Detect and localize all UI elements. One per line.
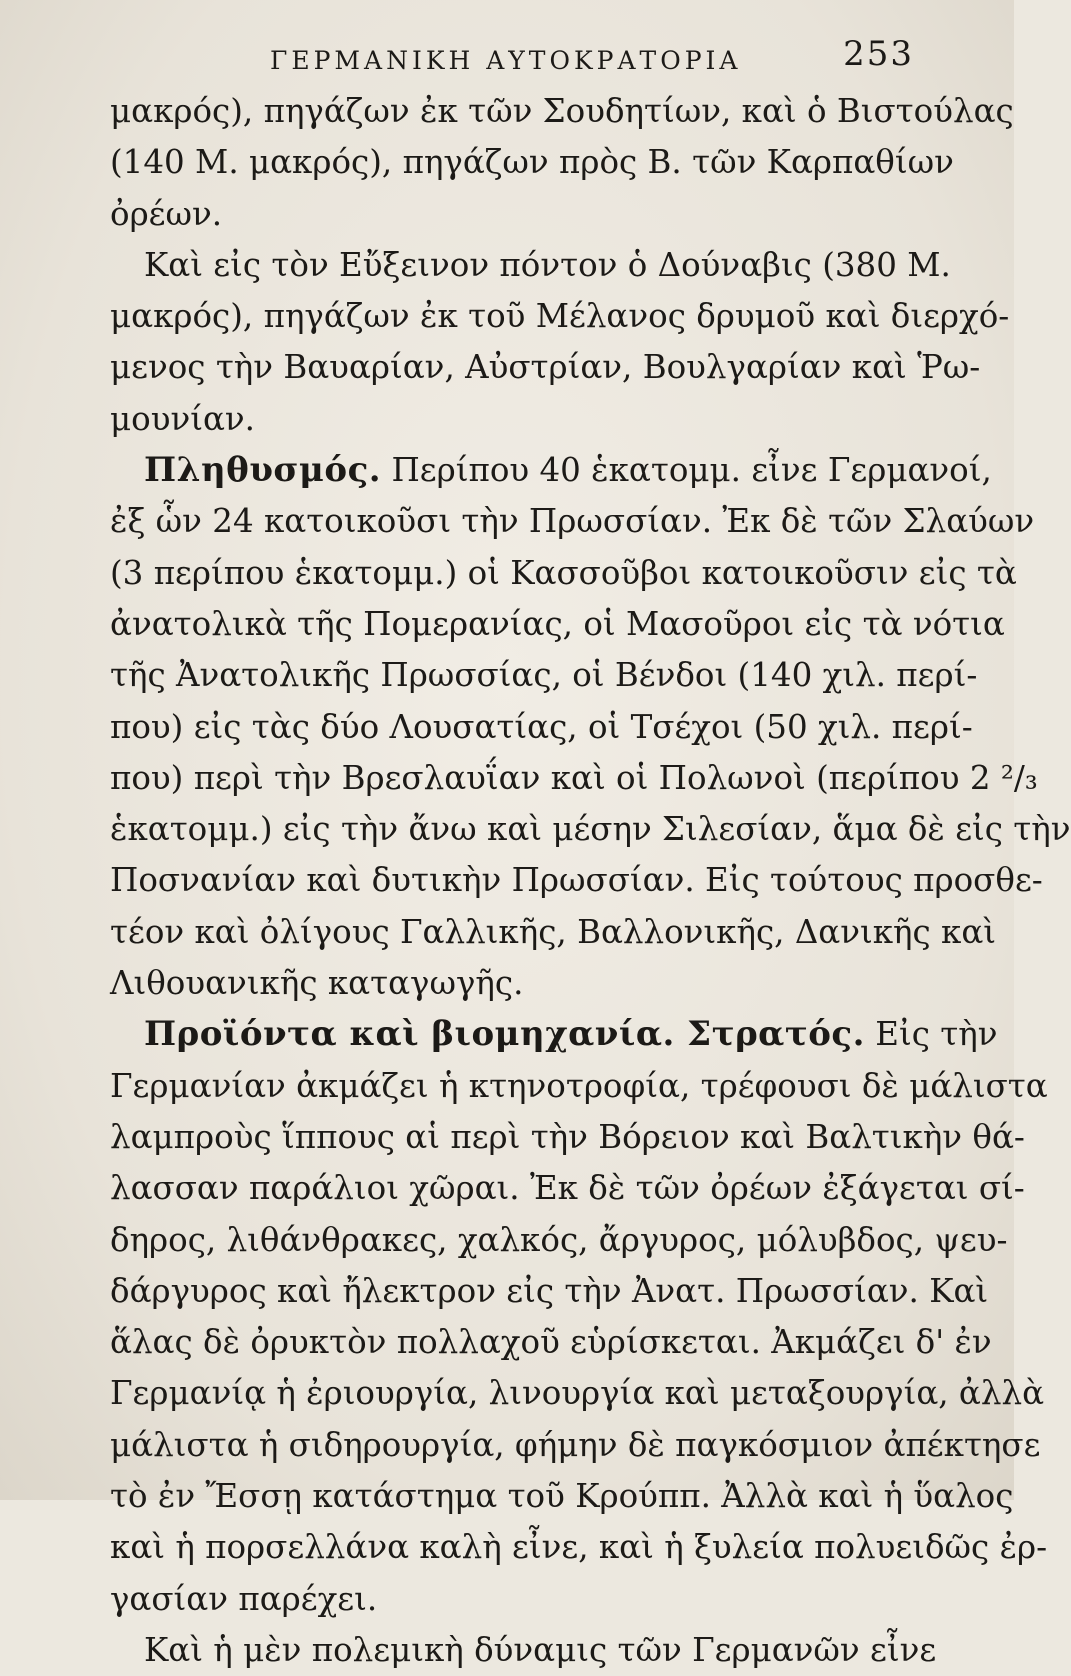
page-number: 253 (843, 34, 914, 74)
text-line: τὸ ἐν Ἔσσῃ κατάστημα τοῦ Κρούππ. Ἀλλὰ καὶ ἡ ὕαλος (110, 1477, 1014, 1516)
text-line: που) εἰς τὰς δύο Λουσατίας, οἱ Τσέχοι (50 χιλ. περί- (110, 707, 973, 746)
running-title: ΓΕΡΜΑΝΙΚΗ ΑΥΤΟΚΡΑΤΟΡΙΑ (270, 46, 742, 75)
text-line: λασσαν παράλιοι χῶραι. Ἐκ δὲ τῶν ὀρέων ἐξάγεται σί- (110, 1169, 1025, 1208)
text-line: Καὶ ἡ μὲν πολεμικὴ δύναμις τῶν Γερμανῶν εἶνε (144, 1630, 937, 1669)
text-line: καὶ ἡ πορσελλάνα καλὴ εἶνε, καὶ ἡ ξυλεία πολυειδῶς ἐρ- (110, 1528, 1048, 1567)
section-heading-line (110, 1009, 998, 1060)
text-line: δάργυρος καὶ ἤλεκτρον εἰς τὴν Ἀνατ. Πρωσσίαν. Καὶ (110, 1271, 989, 1310)
text-line: μακρός), πηγάζων ἐκ τῶν Σουδητίων, καὶ ὁ Βιστούλας (110, 92, 1014, 130)
section-heading: Πληθυσμός. (144, 450, 382, 491)
text-line: δηρος, λιθάνθρακες, χαλκός, ἄργυρος, μόλυβδος, ψευ- (110, 1220, 1008, 1259)
text-line: ἐξ ὧν 24 κατοικοῦσι τὴν Πρωσσίαν. Ἐκ δὲ τῶν Σλαύων (110, 502, 1035, 541)
text-line: ἀνατολικὰ τῆς Πομερανίας, οἱ Μασοῦροι εἰς τὰ νότια (110, 604, 1005, 643)
body-text (110, 86, 1071, 1676)
text-line: μακρός), πηγάζων ἐκ τοῦ Μέλανος δρυμοῦ καὶ διερχό- (110, 297, 1010, 336)
text-line: μάλιστα ἡ σιδηρουργία, φήμην δὲ παγκόσμιον ἀπέκτησε (110, 1425, 1041, 1464)
text-line: μενος τὴν Βαυαρίαν, Αὐστρίαν, Βουλγαρίαν καὶ Ῥω- (110, 348, 981, 387)
text-line: ἅλας δὲ ὀρυκτὸν πολλαχοῦ εὑρίσκεται. Ἀκμάζει δ' ἐν (110, 1323, 992, 1362)
section-heading: Προϊόντα καὶ βιομηχανία. Στρατός. (144, 1014, 865, 1055)
text-line: λαμπροὺς ἵππους αἱ περὶ τὴν Βόρειον καὶ Βαλτικὴν θά- (110, 1117, 1025, 1156)
text-line: Γερμανίᾳ ἡ ἐριουργία, λινουργία καὶ μεταξουργία, ἀλλὰ (110, 1374, 1045, 1413)
text-line: Ποσνανίαν καὶ δυτικὴν Πρωσσίαν. Εἰς τούτους προσθε- (110, 861, 1043, 900)
text-line: (140 Μ. μακρός), πηγάζων πρὸς Β. τῶν Καρπαθίων (110, 143, 954, 182)
section-heading-continuation: Εἰς τὴν (864, 1015, 998, 1054)
text-line: μουνίαν. (110, 399, 255, 438)
text-line: Καὶ εἰς τὸν Εὔξεινον πόντον ὁ Δούναβις (380 Μ. (144, 245, 951, 284)
text-line: (3 περίπου ἑκατομμ.) οἱ Κασσοῦβοι κατοικοῦσιν εἰς τὰ (110, 553, 1017, 592)
section-heading-line (110, 445, 992, 496)
text-line: ὀρέων. (110, 194, 223, 233)
text-line: Γερμανίαν ἀκμάζει ἡ κτηνοτροφία, τρέφουσι δὲ μάλιστα (110, 1066, 1048, 1105)
section-heading-continuation: Περίπου 40 ἑκατομμ. εἶνε Γερμανοί, (381, 451, 992, 490)
text-line: που) περὶ τὴν Βρεσλαυΐαν καὶ οἱ Πολωνοὶ (περίπου 2 ²/₃ (110, 758, 1038, 797)
text-line: γασίαν παρέχει. (110, 1579, 378, 1618)
text-line: ἑκατομμ.) εἰς τὴν ἄνω καὶ μέσην Σιλεσίαν, ἅμα δὲ εἰς τὴν (110, 810, 1071, 849)
text-line: τέον καὶ ὀλίγους Γαλλικῆς, Βαλλονικῆς, Δανικῆς καὶ (110, 912, 997, 951)
text-line: τῆς Ἀνατολικῆς Πρωσσίας, οἱ Βένδοι (140 χιλ. περί- (110, 656, 978, 695)
running-head (110, 32, 922, 86)
text-line: Λιθουανικῆς καταγωγῆς. (110, 964, 524, 1003)
